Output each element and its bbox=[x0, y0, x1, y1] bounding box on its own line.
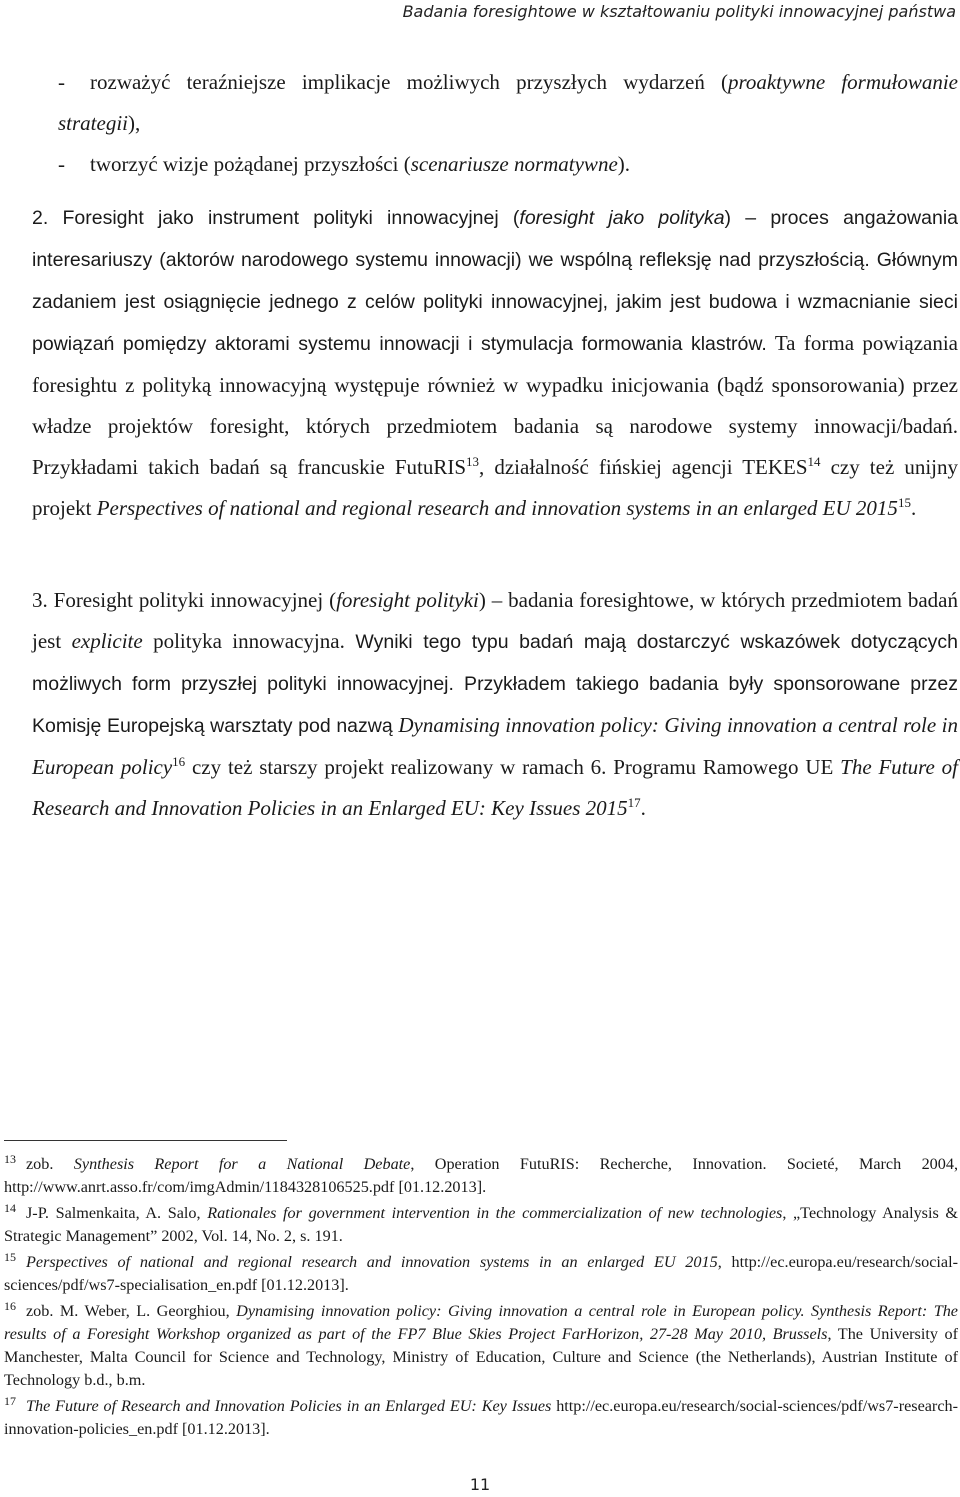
paragraph-3: 3. Foresight polityki innowacyjnej (foresight polityki) – badania foresightowe, w których przedmiotem badań jest explicite polityka innowacyjna. Wyniki tego typu badań mają dostarczyć wskazówek dotyczących możliwych form przyszłej polityki innowacyjnej. Przykładem takiego badania były sponsorowane przez Komisję Europejską warsztaty pod nazwą Dynamising innovation policy: Giving innovation a central role in European policy$^{16}$ czy też starszy projekt realizowany w ramach 6. Programu Ramowego UE The Future of Research and Innovation Policies in an Enlarged EU: Key Issues 2015$^{17}$. bbox=[32, 588, 959, 820]
page-number: 11 bbox=[469, 1475, 491, 1494]
footnote-ref-13: 13 bbox=[466, 454, 480, 469]
footnote-15: $^{15}$ Perspectives of national and regional research and innovation systems in an enlarged EU 2015, http://ec.europa.eu/research/social-sciences/pdf/ws7-specialisation_en.pdf [01.12.2013]. bbox=[4, 1249, 958, 1294]
running-header: Badania foresightowe w kształtowaniu polityki innowacyjnej państwa bbox=[402, 2, 956, 21]
footnote-ref-14: 14 bbox=[807, 454, 821, 469]
footnote-16: $^{16}$ zob. M. Weber, L. Georghiou, Dynamising innovation policy: Giving innovation a central role in European policy. Synthesis Report: The results of a Foresight Workshop organized as part of the FP7 Blue Skies Project FarHorizon, 27-28 May 2010, Brussels, The University of Manchester, Malta Council for Science and Technology, Ministry of Education, Culture and Science (the Netherlands), Austrian Institute of Technology b.d., b.m. bbox=[4, 1298, 958, 1389]
paragraph-2: 2. Foresight jako instrument polityki innowacyjnej (foresight jako polityka) – proces angażowania interesariuszy (aktorów narodowego systemu innowacji) we wspólną refleksję nad przyszłością. Głównym zadaniem jest osiągnięcie jednego z celów polityki innowacyjnej, jakim jest budowa i wzmacnianie sieci powiązań pomiędzy aktorami systemu innowacji i stymulacja formowania klastrów. Ta forma powiązania foresightu z polityką innowacyjną występuje również w wypadku inicjowania (bądź sponsorowania) przez władze projektów foresight, których przedmiotem badania są narodowe systemy innowacji/badań. Przykładami takich badań są francuskie FutuRIS$^{13}$, działalność fińskiej agencji TEKES$^{14}$ czy też unijny projekt Perspectives of national and regional research and innovation systems in an enlarged EU 2015$^{15}$. bbox=[32, 207, 959, 520]
footnote-ref-15: 15 bbox=[897, 495, 911, 510]
footnote-13: $^{13}$ zob. Synthesis Report for a National Debate, Operation FutuRIS: Recherche, Innovation. Societé, March 2004, http://www.anrt.asso.fr/com/imgAdmin/1184328106525.pdf [01.12.2013]. bbox=[4, 1151, 958, 1196]
footnote-separator bbox=[4, 1140, 287, 1141]
footnotes bbox=[4, 1153, 958, 1444]
footnote-17: $^{17}$ The Future of Research and Innovation Policies in an Enlarged EU: Key Issues http://ec.europa.eu/research/social-sciences/pdf/ws7-research-innovation-policies_en.pdf [01.12.2013]. bbox=[4, 1393, 958, 1438]
bullet-item-1: - rozważyć teraźniejsze implikacje możliwych przyszłych wydarzeń (proaktywne formułowanie strategii), bbox=[58, 70, 958, 135]
footnote-ref-16: 16 bbox=[172, 754, 186, 769]
footnote-ref-17: 17 bbox=[627, 795, 641, 810]
bullet-item-2: - tworzyć wizje pożądanej przyszłości (scenariusze normatywne). bbox=[58, 152, 631, 176]
footnote-14: $^{14}$ J-P. Salmenkaita, A. Salo, Rationales for government intervention in the commercialization of new technologies, „Technology Analysis & Strategic Management” 2002, Vol. 14, No. 2, s. 191. bbox=[4, 1200, 958, 1245]
